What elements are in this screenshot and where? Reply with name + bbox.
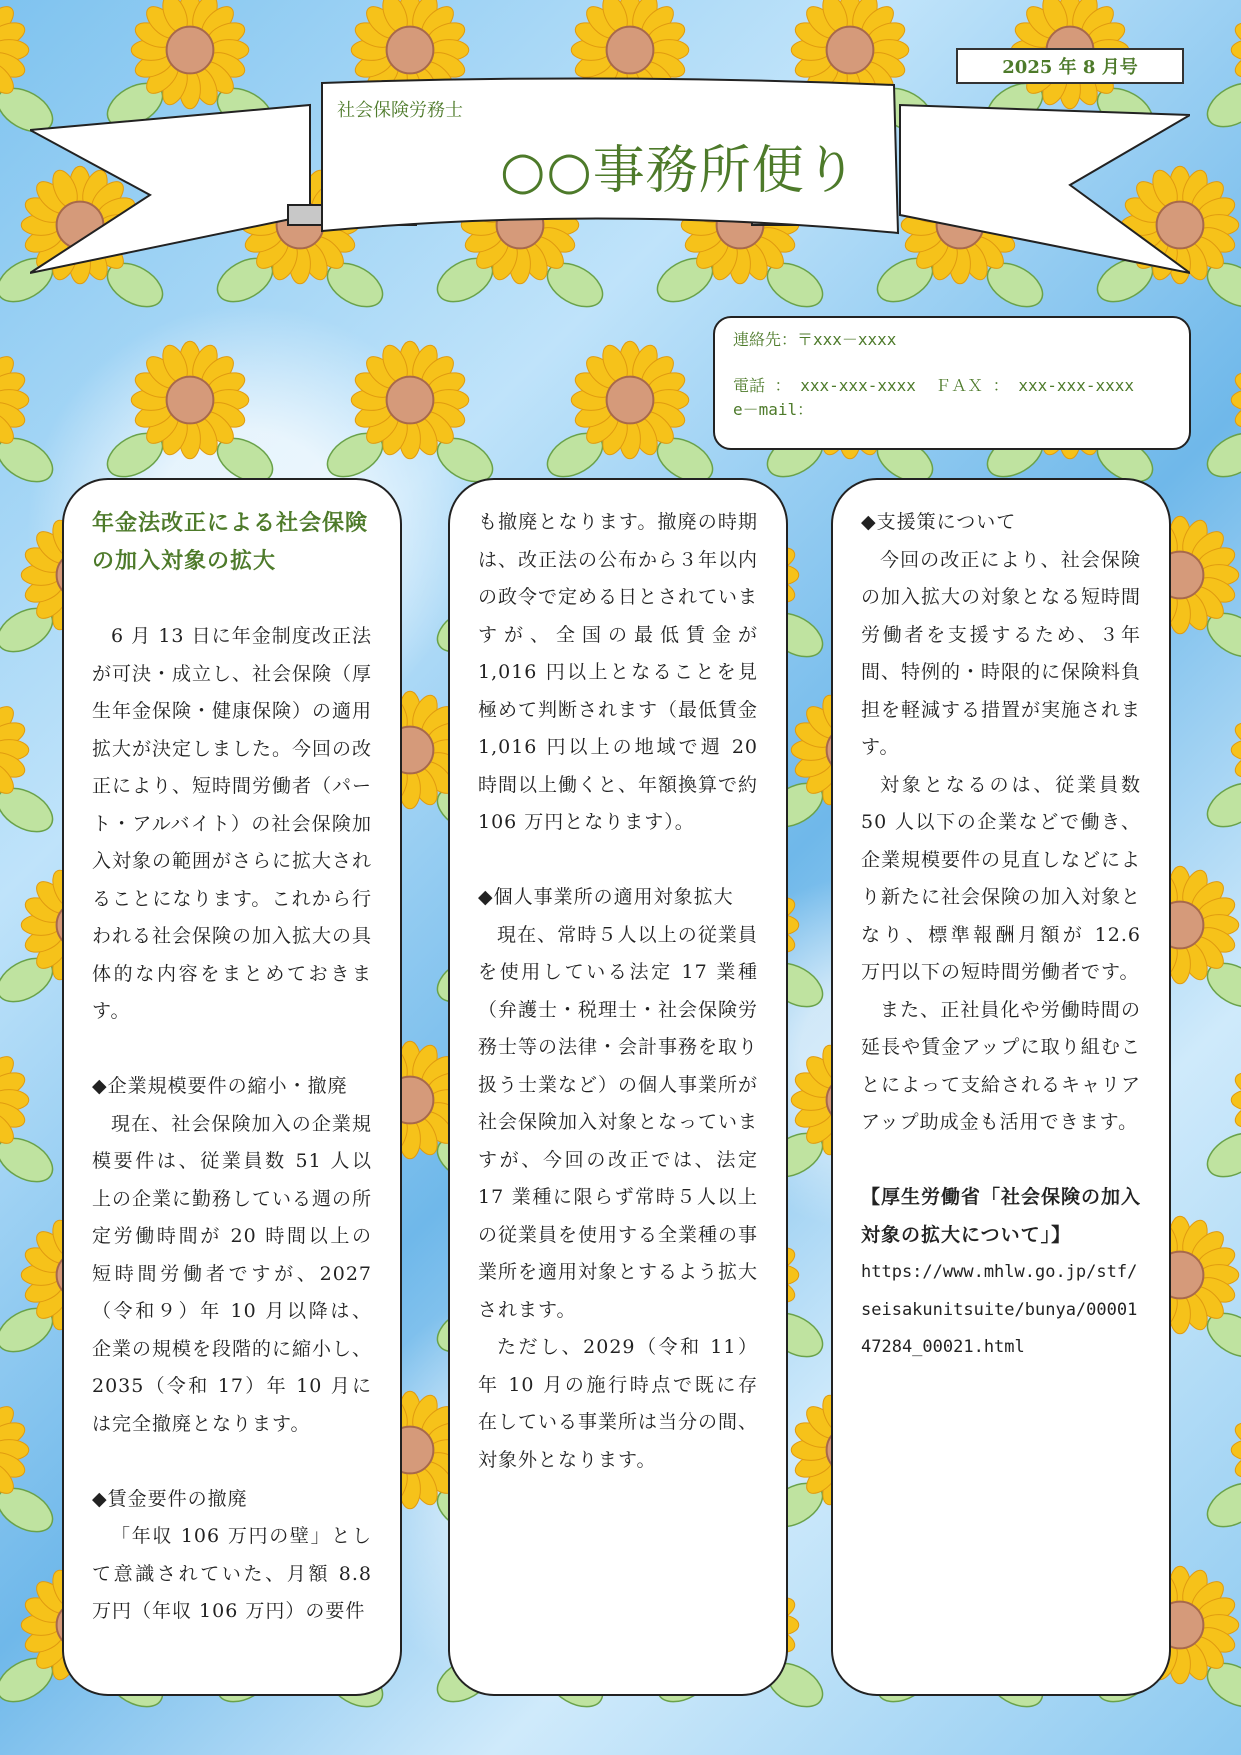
article-column-3 [831, 478, 1171, 1696]
section-heading-support: ◆支援策について [861, 511, 1017, 533]
section-body-support-2: 対象となるのは、従業員数 50 人以下の企業などで働き、企業規模要件の見直しなどにより新たに社会保険の加入対象となり、標準報酬月額が 12.6 万円以下の短時間労働者です。 [861, 773, 1142, 983]
banner-subtitle: 社会保険労務士 [337, 100, 463, 121]
contact-box [713, 316, 1191, 450]
sunflower-icon [571, 341, 689, 459]
newsletter-title: ○○事務所便り [500, 141, 858, 201]
contact-phone-fax: 電話 ： xxx-xxx-xxxx ＦＡＸ ： xxx-xxx-xxxx [733, 376, 1134, 395]
issue-date-badge [956, 48, 1184, 84]
section-body-company-size: 現在、社会保険加入の企業規模要件は、従業員数 51 人以上の企業に勤務している週の所定労働時間が 20 時間以上の短時間労働者ですが、2027（令和９）年 10 月以降は、企業の規模を段階的に縮小し、2035（令和 17）年 10 月には完全撤廃となります。 [92, 1112, 373, 1435]
section-body-wage-continued: も撤廃となります。撤廃の時期は、改正法の公布から３年以内の政令で定める日とされていますが、全国の最低賃金が 1,016 円以上となることを見極めて判断されます（最低賃金 1,016 円以上の地域で週 20 時間以上働くと、年額換算で約 106 万円となります）。 [478, 511, 759, 833]
section-heading-company-size: ◆企業規模要件の縮小・撤廃 [92, 1075, 348, 1097]
sunflower-icon [351, 341, 469, 459]
article-title: 年金法改正による社会保険の加入対象の拡大 [92, 510, 369, 574]
section-body-wage-requirement: 「年収 106 万円の壁」として意識されていた、月額 8.8 万円（年収 106 万円）の要件 [92, 1525, 372, 1622]
section-body-support-3: また、正社員化や労働時間の延長や賃金アップに取り組むことによって支給されるキャリアアップ助成金も活用できます。 [861, 998, 1142, 1133]
article-column-1 [62, 478, 402, 1696]
source-url[interactable]: https://www.mhlw.go.jp/stf/seisakunitsuite/bunya/0000147284_00021.html [861, 1262, 1138, 1357]
article-intro: 6 月 13 日に年金制度改正法が可決・成立し、社会保険（厚生年金保険・健康保険）の適用拡大が決定しました。今回の改正により、短時間労働者（パート・アルバイト）の社会保険加入対象の範囲がさらに拡大されることになります。これから行われる社会保険の加入拡大の具体的な内容をまとめておきます。 [92, 625, 373, 1022]
section-heading-sole-proprietor: ◆個人事業所の適用対象拡大 [478, 886, 734, 908]
issue-date-text: 2025 年 8 月号 [1002, 57, 1138, 78]
leaf-icon [1200, 774, 1241, 835]
section-body-support-1: 今回の改正により、社会保険の加入拡大の対象となる短時間労働者を支援するため、３年間、特例的・時限的に保険料負担を軽減する措置が実施されます。 [861, 548, 1142, 758]
sunflower-icon [131, 341, 249, 459]
leaf-icon [1200, 1124, 1241, 1185]
section-heading-wage-requirement: ◆賃金要件の撤廃 [92, 1487, 248, 1510]
contact-address: 連絡先：〒xxx－xxxx [733, 330, 897, 349]
section-body-sole-proprietor: 現在、常時５人以上の従業員を使用している法定 17 業種（弁護士・税理士・社会保険労務士等の法律・会計事務を取り扱う士業など）の個人事業所が社会保険加入対象となっていますが、今回の改正では、法定 17 業種に限らず常時５人以上の従業員を使用する全業種の事業所を適用対象とするよう拡大されます。 [478, 923, 759, 1321]
contact-email: e－mail： [733, 400, 814, 419]
leaf-icon [1200, 74, 1241, 135]
article-column-2 [448, 478, 788, 1696]
leaf-icon [1200, 424, 1241, 485]
leaf-icon [1200, 1474, 1241, 1535]
section-body-exception: ただし、2029（令和 11）年 10 月の施行時点で既に存在している事業所は当分の間、対象外となります。 [478, 1336, 759, 1471]
source-title: 【厚生労働省「社会保険の加入対象の拡大について」】 [861, 1186, 1142, 1246]
